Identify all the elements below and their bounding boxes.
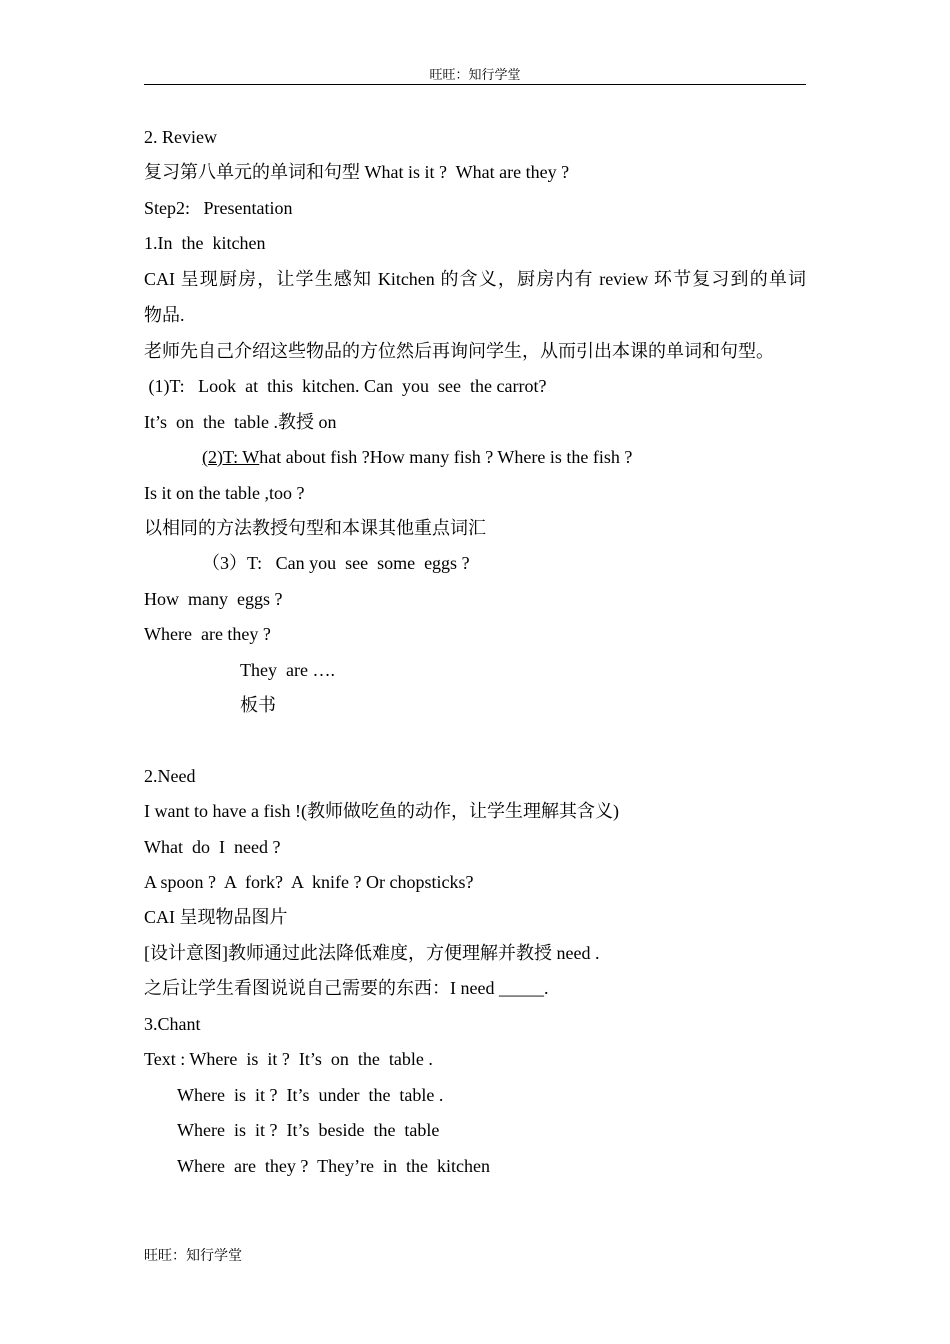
chant-line-3: Where is it ? It’s beside the table <box>177 1120 440 1140</box>
underlined-prefix: (2)T: W <box>202 447 260 467</box>
need-line-3: A spoon ? A fork? A knife ? Or chopsticks? <box>144 872 474 892</box>
page-footer: 旺旺：知行学堂 <box>144 1249 242 1264</box>
dialogue-line-5: （3）T: Can you see some eggs ? <box>202 553 470 573</box>
need-line-5: 之后让学生看图说说自己需要的东西：I need _____. <box>144 978 549 998</box>
page-header: 旺旺：知行学堂 <box>144 65 806 85</box>
dialogue-line-3 <box>202 446 632 468</box>
dialogue-line-1: (1)T: Look at this kitchen. Can you see the carrot? <box>144 376 547 396</box>
dialogue-line-2: It’s on the table .教授 on <box>144 412 337 432</box>
chant-line-4: Where are they ? They’re in the kitchen <box>177 1156 491 1176</box>
method-note: 以相同的方法教授句型和本课其他重点词汇 <box>144 518 486 538</box>
cai-kitchen-text: CAI 呈现厨房，让学生感知 Kitchen 的含义，厨房内有 review 环节复习到的单词 <box>144 269 806 289</box>
dialogue-line-3-rest: hat about fish ?How many fish ? Where is the fish ? <box>259 447 633 467</box>
chant-line-1: Text : Where is it ? It’s on the table . <box>144 1049 433 1069</box>
need-line-2: What do I need ? <box>144 837 281 857</box>
cai-kitchen-text-cont: 物品. <box>144 305 185 325</box>
dialogue-line-4: Is it on the table ,too ? <box>144 483 305 503</box>
chant-line-2: Where is it ? It’s under the table . <box>177 1085 444 1105</box>
review-description: 复习第八单元的单词和句型 What is it ? What are they ? <box>144 162 570 182</box>
teacher-intro-text: 老师先自己介绍这些物品的方位然后再询问学生，从而引出本课的单词和句型。 <box>144 341 774 361</box>
design-intent: [设计意图]教师通过此法降低难度，方便理解并教授 need . <box>144 943 600 963</box>
need-line-1: I want to have a fish !(教师做吃鱼的动作，让学生理解其含义) <box>144 801 619 821</box>
in-the-kitchen-title: 1.In the kitchen <box>144 233 266 253</box>
blackboard-note: 板书 <box>240 695 276 715</box>
dialogue-line-6: How many eggs ? <box>144 589 283 609</box>
dialogue-line-8: They are …. <box>240 660 335 680</box>
dialogue-line-7: Where are they ? <box>144 624 271 644</box>
need-line-4: CAI 呈现物品图片 <box>144 907 288 927</box>
section-chant-title: 3.Chant <box>144 1014 201 1034</box>
section-review-title: 2. Review <box>144 127 217 147</box>
step2-title: Step2: Presentation <box>144 198 293 218</box>
section-need-title: 2.Need <box>144 766 196 786</box>
